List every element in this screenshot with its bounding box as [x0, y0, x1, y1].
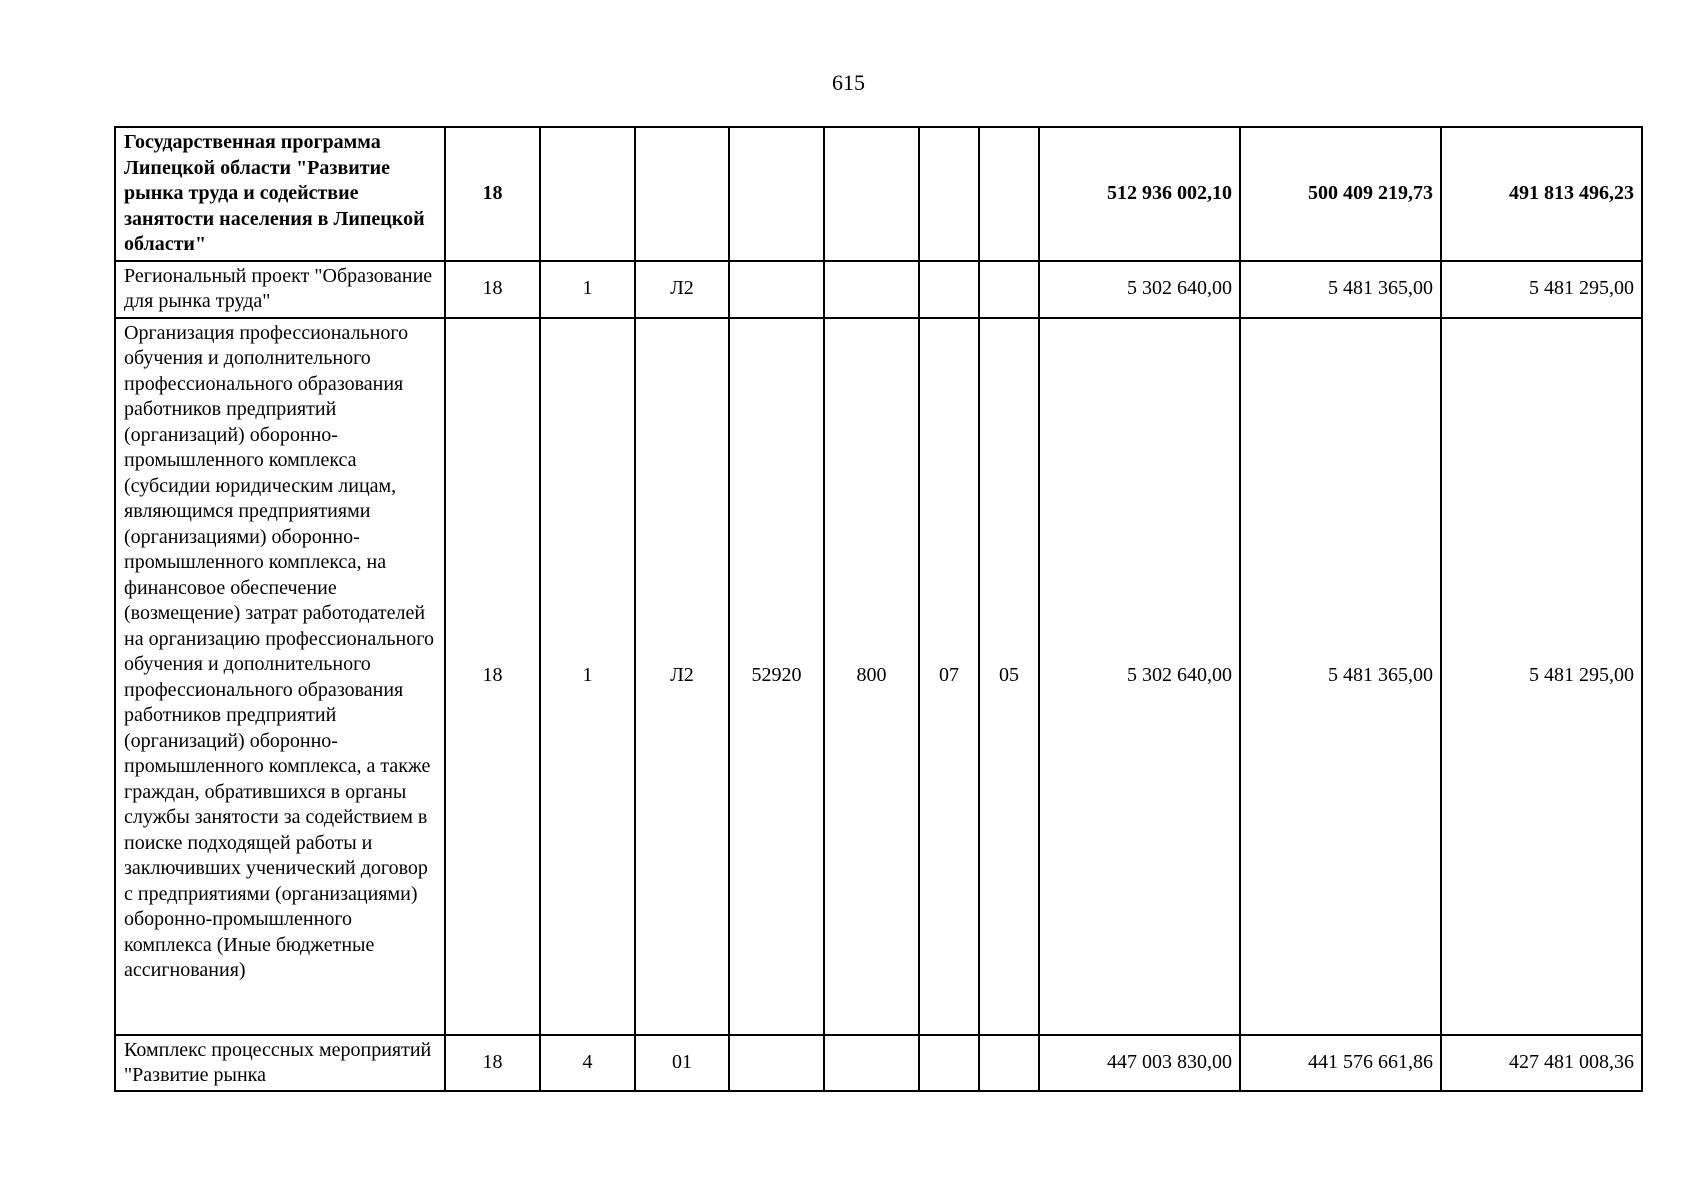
code-direction [729, 127, 824, 261]
code-expense-type [824, 261, 919, 318]
code-direction [729, 261, 824, 318]
amount-year-1: 447 003 830,00 [1039, 1035, 1240, 1091]
table-row [115, 318, 1642, 1035]
code-event [635, 127, 729, 261]
amount-year-3: 427 481 008,36 [1441, 1035, 1642, 1091]
amount-year-3: 5 481 295,00 [1441, 261, 1642, 318]
amount-year-2: 5 481 365,00 [1240, 318, 1441, 1035]
row-name: Организация профессионального обучения и дополнительного профессионального образования работников предприятий (организаций) оборонно-промышленного комплекса (субсидии юридическим лицам, являющимся предприятиями (организациями) оборонно-промышленного комплекса, на финансовое обеспечение (возмещение) затрат работодателей на организацию профессионального обучения и дополнительного профессионального образования работников предприятий (организаций) оборонно-промышленного комплекса, а также граждан, обратившихся в органы службы занятости за содействием в поиске подходящей работы и заключивших ученический договор с предприятиями (организациями) оборонно-промышленного комплекса (Иные бюджетные ассигнования) [115, 318, 445, 1035]
code-expense-type [824, 1035, 919, 1091]
code-event: Л2 [635, 261, 729, 318]
code-program: 18 [445, 127, 540, 261]
code-subsection [979, 261, 1039, 318]
amount-year-1: 5 302 640,00 [1039, 261, 1240, 318]
table-row [115, 127, 1642, 261]
row-name-cell [115, 1035, 445, 1091]
code-section [919, 127, 979, 261]
table-row [115, 1035, 1642, 1091]
code-subsection: 05 [979, 318, 1039, 1035]
code-section: 07 [919, 318, 979, 1035]
code-subprogram: 1 [540, 318, 635, 1035]
code-subprogram: 1 [540, 261, 635, 318]
code-subprogram: 4 [540, 1035, 635, 1091]
amount-year-1: 512 936 002,10 [1039, 127, 1240, 261]
budget-table [114, 126, 1643, 1092]
code-expense-type [824, 127, 919, 261]
code-section [919, 1035, 979, 1091]
table-row [115, 261, 1642, 318]
code-program: 18 [445, 261, 540, 318]
code-section [919, 261, 979, 318]
code-event: Л2 [635, 318, 729, 1035]
amount-year-3: 5 481 295,00 [1441, 318, 1642, 1035]
code-expense-type: 800 [824, 318, 919, 1035]
code-direction [729, 1035, 824, 1091]
code-program: 18 [445, 318, 540, 1035]
amount-year-2: 500 409 219,73 [1240, 127, 1441, 261]
row-name: Комплекс процессных мероприятий "Развитие рынка [124, 1038, 432, 1086]
page-number: 615 [832, 70, 865, 95]
amount-year-1: 5 302 640,00 [1039, 318, 1240, 1035]
code-program: 18 [445, 1035, 540, 1091]
amount-year-2: 441 576 661,86 [1240, 1035, 1441, 1091]
code-event: 01 [635, 1035, 729, 1091]
row-name: Региональный проект "Образование для рынка труда" [115, 261, 445, 318]
code-subsection [979, 127, 1039, 261]
amount-year-3: 491 813 496,23 [1441, 127, 1642, 261]
code-subprogram [540, 127, 635, 261]
amount-year-2: 5 481 365,00 [1240, 261, 1441, 318]
code-direction: 52920 [729, 318, 824, 1035]
code-subsection [979, 1035, 1039, 1091]
row-name: Государственная программа Липецкой области "Развитие рынка труда и содействие занятости населения в Липецкой области" [115, 127, 445, 261]
